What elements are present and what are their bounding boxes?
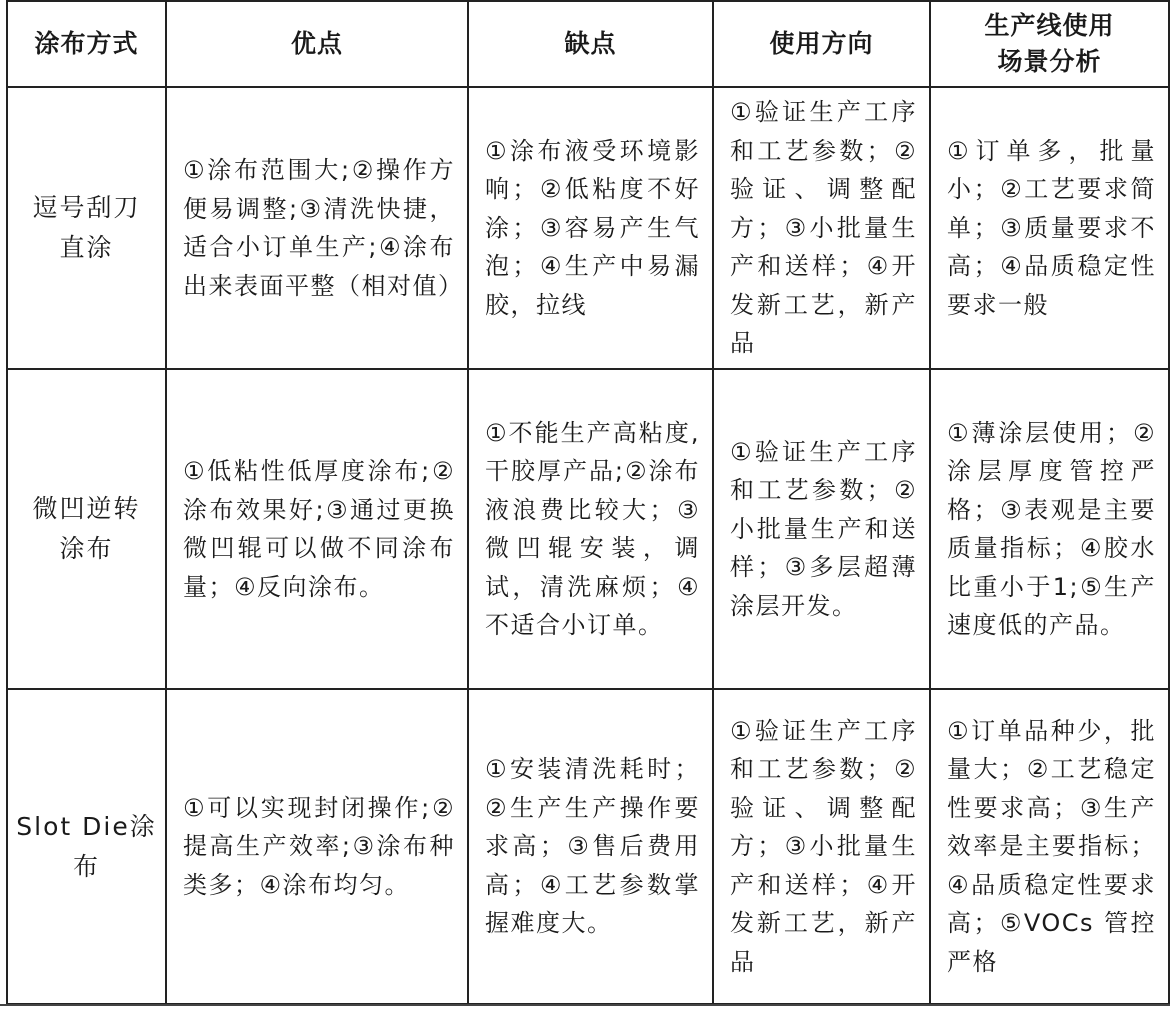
usage-text: ①验证生产工序和工艺参数；②验证、调整配方；③小批量生产和送样；④开发新工艺，新产品 <box>730 716 917 976</box>
header-disadvantages: 缺点 <box>468 1 713 87</box>
header-scenario-line-2: 场景分析 <box>997 47 1102 76</box>
disadvantages-text: ①不能生产高粘度,干胶厚产品;②涂布液浪费比较大；③微凹辊安装，调试，清洗麻烦；④不适合小订单。 <box>485 418 700 639</box>
method-cell <box>7 87 166 369</box>
disadvantages-text: ①涂布液受环境影响；②低粘度不好涂；③容易产生气泡；④生产中易漏胶，拉线 <box>485 136 700 319</box>
header-row <box>7 1 1169 87</box>
coating-comparison-table-wrapper <box>6 0 1168 1005</box>
scenario-cell <box>930 87 1169 369</box>
disadvantages-cell <box>468 689 713 1004</box>
method-line: Slot Die涂 <box>16 811 157 841</box>
method-line: 涂布 <box>59 534 114 563</box>
advantages-text: ①涂布范围大;②操作方便易调整;③清洗快捷，适合小订单生产;④涂布出来表面平整（相对值） <box>183 156 464 300</box>
disadvantages-cell <box>468 87 713 369</box>
scenario-text: ①订单品种少，批量大；②工艺稳定性要求高；③生产效率是主要指标；④品质稳定性要求高；⑤VOCs 管控严格 <box>947 716 1156 976</box>
disadvantages-text: ①安装清洗耗时；②生产生产操作要求高；③售后费用高；④工艺参数掌握难度大。 <box>485 755 700 938</box>
header-scenario-analysis <box>930 1 1169 87</box>
advantages-cell <box>166 87 468 369</box>
header-advantages: 优点 <box>166 1 468 87</box>
scenario-cell <box>930 369 1169 689</box>
disadvantages-cell <box>468 369 713 689</box>
advantages-cell <box>166 369 468 689</box>
header-coating-method: 涂布方式 <box>7 1 166 87</box>
usage-cell <box>713 87 930 369</box>
method-line: 布 <box>72 851 100 881</box>
coating-comparison-table <box>6 0 1170 1005</box>
scenario-text: ①订单多，批量小；②工艺要求简单；③质量要求不高；④品质稳定性要求一般 <box>947 136 1156 319</box>
scenario-text: ①薄涂层使用；②涂层厚度管控严格；③表观是主要质量指标；④胶水比重小于1;⑤生产速度低的产品。 <box>947 418 1156 639</box>
method-line: 微凹逆转 <box>32 494 141 523</box>
usage-cell <box>713 369 930 689</box>
advantages-text: ①可以实现封闭操作;②提高生产效率;③涂布种类多；④涂布均匀。 <box>183 793 455 899</box>
header-scenario-line-1: 生产线使用 <box>984 11 1115 40</box>
usage-text: ①验证生产工序和工艺参数；②验证、调整配方；③小批量生产和送样；④开发新工艺，新产品 <box>730 98 917 358</box>
method-cell <box>7 369 166 689</box>
table-row <box>7 369 1169 689</box>
method-cell <box>7 689 166 1004</box>
header-usage-direction: 使用方向 <box>713 1 930 87</box>
usage-cell <box>713 689 930 1004</box>
method-line: 直涂 <box>59 233 114 262</box>
advantages-cell <box>166 689 468 1004</box>
scenario-cell <box>930 689 1169 1004</box>
method-line: 逗号刮刀 <box>32 193 141 222</box>
bottom-divider <box>0 1004 1170 1006</box>
usage-text: ①验证生产工序和工艺参数；②小批量生产和送样；③多层超薄涂层开发。 <box>730 437 917 620</box>
advantages-text: ①低粘性低厚度涂布;②涂布效果好;③通过更换微凹辊可以做不同涂布量；④反向涂布。 <box>183 457 455 601</box>
table-row <box>7 87 1169 369</box>
table-row <box>7 689 1169 1004</box>
